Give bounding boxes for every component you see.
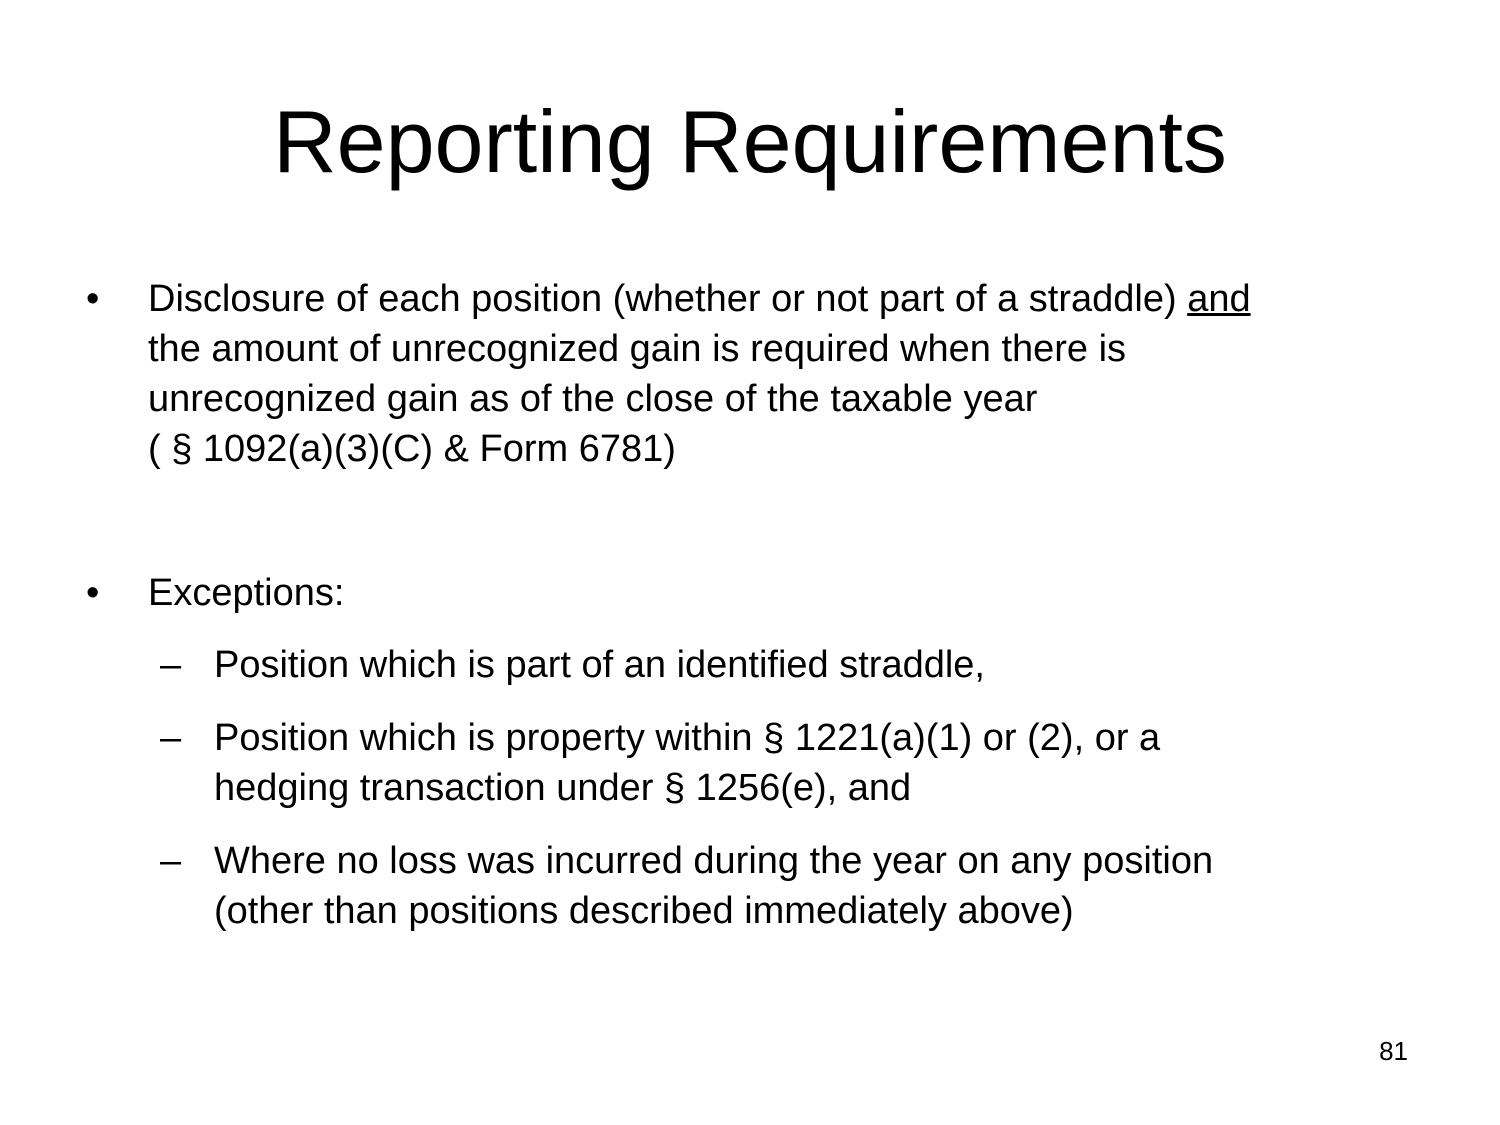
bullet-text-start: Disclosure of each position (whether or not part of a straddle) [148,278,1188,320]
page-number: 81 [1379,1036,1408,1066]
dash-marker: – [160,644,182,686]
dash-marker: – [160,840,182,882]
sub-item-no-loss [160,836,1410,936]
underlined-and: and [1187,278,1251,320]
dash-marker: – [160,717,182,759]
bullet-marker: • [86,572,100,614]
bullet-text-rest: the amount of unrecognized gain is required when there is unrecognized gain as of the close of the taxable year ( § 1092(a)(3)(C) & Form 6781) [148,328,1127,470]
bullet-text: Exceptions: [148,572,345,614]
bullet-exceptions [86,568,1416,618]
slide-title: Reporting Requirements [273,92,1227,191]
bullet-disclosure [86,274,1416,474]
sub-item-text: Position which is property within § 1221(a)(1) or (2), or a hedging transaction under § 1256(e), and [214,717,1161,809]
sub-item-identified-straddle [160,640,1410,690]
bullet-text [148,274,1416,474]
sub-item-property-hedging [160,713,1410,813]
sub-item-text: Position which is part of an identified straddle, [214,644,985,686]
sub-item-text: Where no loss was incurred during the year on any position (other than positions described immediately above) [214,840,1214,932]
bullet-marker: • [86,278,100,320]
